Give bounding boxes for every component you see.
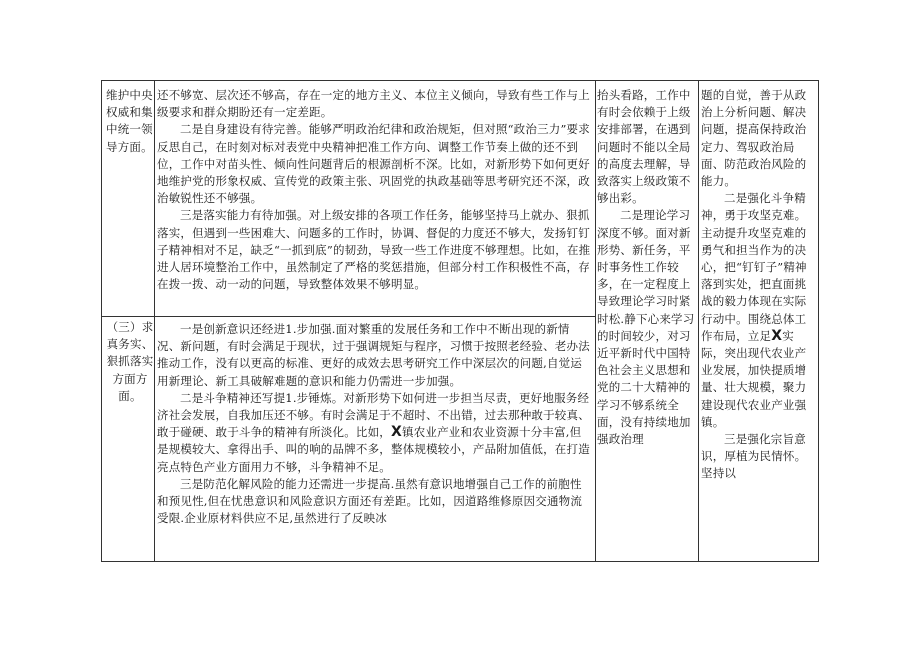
- paragraph-part: 二是强化斗争精神，勇于攻坚克难。主动提升攻坚克难的勇气和担当作为的决心，把“钉钉子”精神落到实处，把直面挑战的毅力体现在实际行动中。围绕总体工作布局，立足: [701, 191, 807, 343]
- column-divider: [698, 81, 699, 561]
- paragraph: 抬头看路，工作中有时会依赖于上级安排部署，在遇到问题时不能以全局的高度去理解，导致落实上级政策不够出彩。: [597, 88, 691, 206]
- problems-text-pragmatic: [157, 321, 593, 527]
- problems-text-central-authority: [157, 87, 593, 293]
- column-divider: [595, 81, 596, 561]
- paragraph: 二是自身建设有待完善。能够严明政治纪律和政治规矩，但对照“政治三力”要求反思自己，在时刻对标对表党中央精神把准工作方向、调整工作节奏上做的还不到位，工作中对苗头性、倾向性问题背后的根源剖析不深。比如，对新形势下如何更好地维护党的形象权威、宣传党的政策主张、巩固党的执政基础等思考研究还不深，政治敏锐性还不够强。: [157, 122, 590, 206]
- paragraph: 还不够宽、层次还不够高，存在一定的地方主义、本位主义倾向，导致有些工作与上级要求和群众期盼还有一定差距。: [157, 88, 590, 120]
- paragraph-part: 实际，突出现代农业产业发展，加快提质增量、壮大规模，聚力建设现代农业产业强镇。: [701, 328, 807, 429]
- paragraph: 题的自觉，善于从政治上分析问题、解决问题，提高保持政治定力、驾驭政治局面、防范政治风险的能力。: [701, 88, 807, 189]
- row-divider: [102, 316, 595, 317]
- paragraph-part: 镇农业产业和农业资源十分丰富,但是规模较大、拿得出手、叫的响的品牌不多，整体规模较小，产品附加值低，在打造亮点特色产业方面用力不够，斗争精神不足。: [157, 425, 590, 474]
- paragraph: 三是强化宗旨意识，厚植为民情怀。坚持以: [701, 432, 807, 481]
- redaction-mark: X: [391, 424, 402, 441]
- section-label-pragmatic: （三）求真务实、狠抓落实方面方面。: [106, 320, 154, 403]
- paragraph-part: 二是斗争精神还写提1.步锤炼。对新形势下如何进一步担当尽责，更好地服务经济社会发展，自我加压还不够。有时会满足于不超时、不出错，过去那种敢于较真、敢于碰硬、敢于斗争的精神有所淡化。比如，: [157, 390, 590, 440]
- cause-analysis-column: [597, 87, 695, 448]
- paragraph: 一是创新意识还经进1.步加强.面对繁重的发展任务和工作中不断出现的新情况、新问题，有时会满足于现状，过于强调规矩与程序，习惯于按照老经验、老办法推动工作，没有以更高的标准、更好的成效去思考研究工作中深层次的问题,自觉运用新理论、新工具破解难题的意识和能力仍需进一步加强。: [157, 322, 590, 388]
- paragraph: 三是落实能力有待加强。对上级安排的各项工作任务，能够坚持马上就办、狠抓落实，但遇到一些困难大、问题多的工作时，协调、督促的力度还不够大，发扬钉钉子精神相对不足，缺乏“一抓到底”的韧劲，导致一些工作进度不够理想。比如，在推进人居环境整治工作中，虽然制定了严格的奖惩措施，但部分村工作积极性不高，存在拨一拨、动一动的问题，导致整体效果不够明显。: [157, 208, 591, 292]
- redaction-mark: X: [771, 327, 783, 344]
- paragraph: 三是防范化解风险的能力还需进一步提高.虽然有意识地增强自己工作的前胞性和预见性,但在忧患意识和风险意识方面还有差距。比如，因道路维修原因交通物流受限.企业原材料供应不足,虽然进行了反映冰: [157, 476, 583, 526]
- paragraph: [701, 190, 813, 431]
- column-divider: [154, 81, 155, 561]
- section-label-central-authority: 维护中央权威和集中统一领导方面。: [106, 88, 153, 154]
- document-table: [101, 80, 819, 562]
- paragraph: [157, 390, 593, 476]
- measures-column: [701, 87, 813, 483]
- paragraph: 二是理论学习深度不够。面对新形势、新任务，平时事务性工作较多，在一定程度上导致理论学习时紧时松.静下心来学习的时间较少，对习近平新时代中国特色社会主义思想和党的二十大精神的学习不够系统全面，没有持续地加强政治理: [597, 208, 695, 447]
